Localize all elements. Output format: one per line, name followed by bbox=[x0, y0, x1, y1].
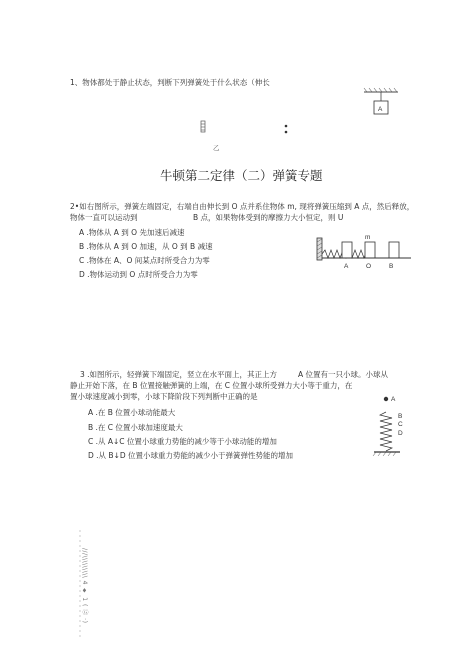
ground-hatch bbox=[373, 452, 396, 456]
q3-figure bbox=[370, 394, 410, 464]
ball bbox=[384, 397, 388, 401]
margin-side-text: ///\\\\\\\\\ 4 ♦ 1 ( Ⓖ ·) bbox=[81, 548, 88, 624]
q2-line1: 2•如右图所示，弹簧左端固定，右端自由伸长到 O 点并系住物体 m, 现将弹簧压缩到 A 点，然后释放， bbox=[70, 202, 415, 211]
q3-line1b: A 位置有一只小球。小球从 bbox=[298, 370, 389, 379]
q2-option-b: B .物体从 A 到 O 加速，从 O 到 B 减速 bbox=[79, 242, 213, 251]
q3-option-c: C .从 A↓C 位置小球重力势能的减少等于小球动能的增加 bbox=[88, 437, 277, 446]
block-m bbox=[365, 242, 375, 258]
q2-option-a: A .物体从 A 到 O 先加速后减速 bbox=[79, 228, 185, 237]
q1-dots bbox=[284, 124, 290, 136]
block-at-a bbox=[342, 242, 352, 258]
block-at-b bbox=[389, 242, 399, 258]
q1-text: 1、物体都处于静止状态，判断下列弹簧处于什么状态（伸长 bbox=[70, 78, 270, 87]
spring bbox=[380, 412, 392, 451]
q3-option-b: B .在 C 位置小球加速度最大 bbox=[88, 423, 183, 432]
label-o: O bbox=[366, 263, 372, 270]
q3-line3: 置小球速度减小到零，小球下降阶段下列判断中正确的是 bbox=[70, 392, 258, 401]
label-a: A bbox=[344, 263, 349, 270]
q2-option-c: C .物体在 A、O 间某点时所受合力为零 bbox=[79, 256, 210, 265]
ceiling-hatch bbox=[364, 88, 397, 92]
q3-option-d: D .从 B↓D 位置小球重力势能的减少小于弹簧弹性势能的增加 bbox=[88, 451, 294, 460]
q3-option-a: A .在 B 位置小球动能最大 bbox=[88, 408, 176, 417]
q1-small-spring bbox=[200, 120, 208, 134]
q1-figure bbox=[362, 88, 402, 128]
label-a: A bbox=[391, 396, 396, 403]
label-c: C bbox=[398, 421, 403, 428]
label-b: B bbox=[398, 413, 403, 420]
q3-line1: 3 .如图所示，轻弹簧下端固定，竖立在水平面上，其正上方 bbox=[80, 370, 278, 379]
q3-line2: 静止开始下落，在 B 位置接触弹簧的上端，在 C 位置小球所受弹力大小等于重力，在 bbox=[70, 381, 353, 390]
label-m: m bbox=[365, 234, 371, 241]
label-b: B bbox=[389, 263, 394, 270]
page-title: 牛顿第二定律（二）弹簧专题 bbox=[160, 168, 323, 183]
label-d: D bbox=[398, 430, 403, 437]
q2-option-d: D .物体运动到 O 点时所受合力为零 bbox=[79, 270, 198, 279]
label-a: A bbox=[378, 106, 383, 113]
q1-caption: 乙 bbox=[213, 144, 220, 152]
q2-figure bbox=[315, 232, 415, 272]
q2-line2: 物体一直可以运动到 bbox=[70, 213, 138, 222]
q2-line2b: B 点，如果物体受到的摩擦力大小恒定，则 U bbox=[193, 213, 344, 222]
